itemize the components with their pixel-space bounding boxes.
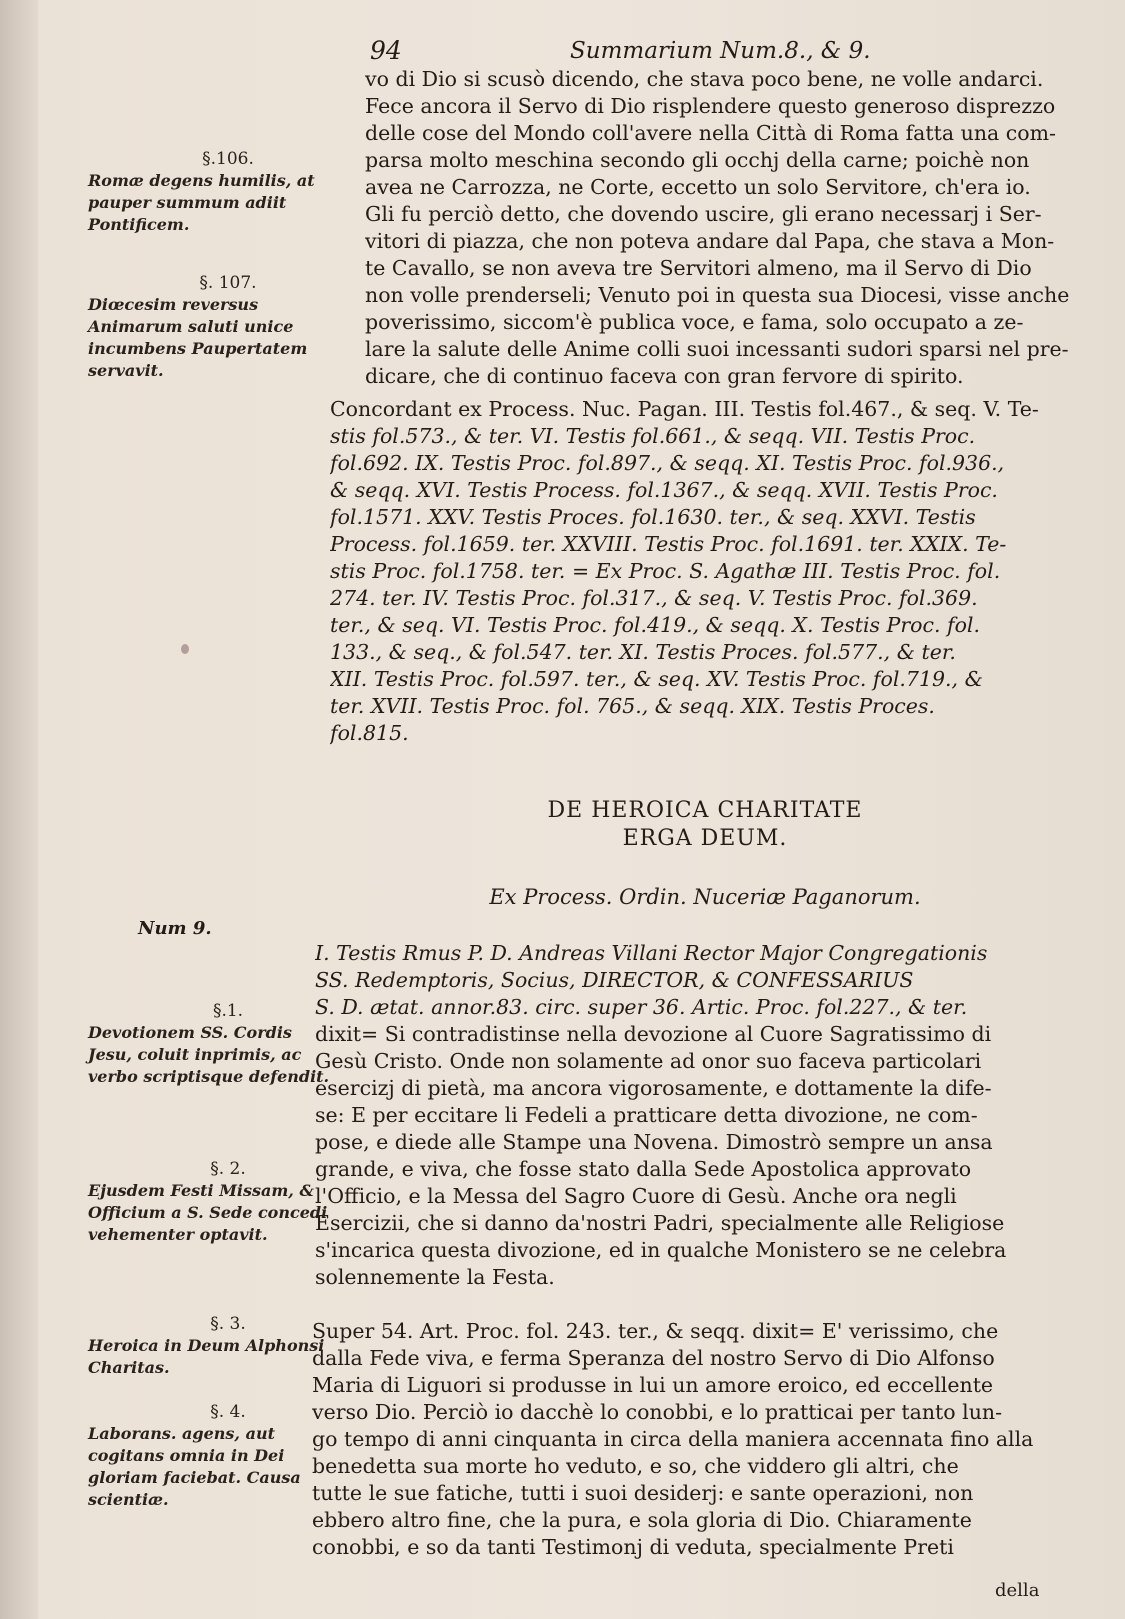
- text-line: vitori di piazza, che non poteva andare dal Papa, che stava a Mon-: [365, 229, 1055, 253]
- margin-note: [88, 1313, 338, 1379]
- text-line: stis fol.573., & ter. VI. Testis fol.661., & seqq. VII. Testis Proc.: [330, 424, 976, 448]
- text-line: verso Dio. Perciò io dacchè lo conobbi, e lo pratticai per tanto lun-: [312, 1400, 1003, 1424]
- text-line: pose, e diede alle Stampe una Novena. Dimostrò sempre un ansa: [315, 1130, 993, 1154]
- margin-note: [88, 1000, 338, 1088]
- margin-note: [88, 1401, 338, 1511]
- text-line: dixit= Si contradistinse nella devozione al Cuore Sagratissimo di: [315, 1022, 992, 1046]
- text-line: vo di Dio si scusò dicendo, che stava poco bene, ne volle andarci.: [365, 67, 1044, 91]
- text-line: Process. fol.1659. ter. XXVIII. Testis Proc. fol.1691. ter. XXIX. Te-: [330, 532, 1007, 556]
- text-line: SS. Redemptoris, Socius, DIRECTOR, & CONFESSARIUS: [315, 968, 914, 992]
- section-mark: §. 3.: [210, 1314, 246, 1334]
- text-line: avea ne Carrozza, ne Corte, eccetto un solo Servitore, ch'era io.: [365, 175, 1031, 199]
- subheading: Ex Process. Ordin. Nuceriæ Paganorum.: [489, 885, 921, 909]
- paragraph-block-3: [315, 940, 1085, 1291]
- book-spine-shadow: [0, 0, 38, 1619]
- num-label: Num 9.: [138, 918, 212, 939]
- running-title: Summarium Num.8., & 9.: [570, 38, 871, 64]
- text-line: I. Testis Rmus P. D. Andreas Villani Rector Major Congregationis: [315, 941, 988, 965]
- text-line: grande, e viva, che fosse stato dalla Sede Apostolica approvato: [315, 1157, 972, 1181]
- text-line: Maria di Liguori si produsse in lui un amore eroico, ed eccellente: [312, 1373, 994, 1397]
- paragraph-block-4: [312, 1318, 1085, 1561]
- text-line: S. D. ætat. annor.83. circ. super 36. Artic. Proc. fol.227., & ter.: [315, 995, 968, 1019]
- text-line: s'incarica questa divozione, ed in qualche Monistero se ne celebra: [315, 1238, 1007, 1262]
- section-heading: [520, 797, 890, 853]
- text-line: ter., & seq. VI. Testis Proc. fol.419., & seqq. X. Testis Proc. fol.: [330, 613, 981, 637]
- margin-note: [88, 1158, 338, 1246]
- text-line: non volle prenderseli; Venuto poi in questa sua Diocesi, visse anche: [365, 283, 1070, 307]
- citation-block: [330, 396, 1085, 747]
- text-line: fol.1571. XXV. Testis Proces. fol.1630. ter., & seq. XXVI. Testis: [330, 505, 976, 529]
- text-line: esercizj di pietà, ma ancora vigorosamente, e dottamente la dife-: [315, 1076, 992, 1100]
- text-line: solennemente la Festa.: [315, 1265, 555, 1289]
- text-line: dicare, che di continuo faceva con gran fervore di spirito.: [365, 364, 964, 388]
- section-mark: §. 107.: [199, 273, 257, 293]
- text-line: Concordant ex Process. Nuc. Pagan. III. Testis fol.467., & seq. V. Te-: [330, 397, 1039, 421]
- text-line: l'Officio, e la Messa del Sagro Cuore di Gesù. Anche ora negli: [315, 1184, 957, 1208]
- section-mark: §.106.: [202, 149, 254, 169]
- section-mark: §. 4.: [210, 1402, 246, 1422]
- margin-note-text: Heroica in Deum Alphonsi Charitas.: [88, 1336, 325, 1377]
- text-line: Gesù Cristo. Onde non solamente ad onor suo faceva particolari: [315, 1049, 982, 1073]
- text-line: stis Proc. fol.1758. ter. = Ex Proc. S. Agathæ III. Testis Proc. fol.: [330, 559, 1001, 583]
- text-line: & seqq. XVI. Testis Process. fol.1367., & seqq. XVII. Testis Proc.: [330, 478, 998, 502]
- margin-note: [88, 272, 338, 382]
- paragraph-block-1: [365, 66, 1085, 390]
- text-line: ebbero altro fine, che la pura, e sola gloria di Dio. Chiaramente: [312, 1508, 972, 1532]
- text-line: go tempo di anni cinquanta in circa della maniera accennata fino alla: [312, 1427, 1034, 1451]
- text-line: fol.815.: [330, 721, 409, 745]
- text-line: Fece ancora il Servo di Dio risplendere questo generoso disprezzo: [365, 94, 1056, 118]
- text-line: poverissimo, siccom'è publica voce, e fama, solo occupato a ze-: [365, 310, 1024, 334]
- text-line: parsa molto meschina secondo gli occhj della carne; poichè non: [365, 148, 1030, 172]
- text-line: te Cavallo, se non aveva tre Servitori almeno, ma il Servo di Dio: [365, 256, 1032, 280]
- margin-note-text: Laborans. agens, aut cogitans omnia in Dei gloriam faciebat. Causa scientiæ.: [88, 1424, 301, 1509]
- text-line: lare la salute delle Anime colli suoi incessanti sudori sparsi nel pre-: [365, 337, 1069, 361]
- margin-note-text: Romæ degens humilis, at pauper summum adiit Pontificem.: [88, 171, 315, 234]
- text-line: Esercizii, che si danno da'nostri Padri, specialmente alle Religiose: [315, 1211, 1005, 1235]
- ink-spot: [181, 644, 189, 654]
- text-line: conobbi, e so da tanti Testimonj di veduta, specialmente Preti: [312, 1535, 954, 1559]
- text-line: dalla Fede viva, e ferma Speranza del nostro Servo di Dio Alfonso: [312, 1346, 995, 1370]
- text-line: 274. ter. IV. Testis Proc. fol.317., & seq. V. Testis Proc. fol.369.: [330, 586, 978, 610]
- text-line: Super 54. Art. Proc. fol. 243. ter., & seqq. dixit= E' verissimo, che: [312, 1319, 999, 1343]
- text-line: ter. XVII. Testis Proc. fol. 765., & seqq. XIX. Testis Proces.: [330, 694, 935, 718]
- section-mark: §. 2.: [210, 1159, 246, 1179]
- margin-note-text: Devotionem SS. Cordis Jesu, coluit inprimis, ac verbo scriptisque defendit.: [88, 1023, 330, 1086]
- text-line: fol.692. IX. Testis Proc. fol.897., & seqq. XI. Testis Proc. fol.936.,: [330, 451, 1005, 475]
- margin-note: [88, 148, 338, 236]
- text-line: Gli fu perciò detto, che dovendo uscire, gli erano necessarj i Ser-: [365, 202, 1042, 226]
- text-line: XII. Testis Proc. fol.597. ter., & seq. XV. Testis Proc. fol.719., &: [330, 667, 983, 691]
- page-number: 94: [370, 36, 402, 65]
- text-line: se: E per eccitare li Fedeli a pratticare detta divozione, ne com-: [315, 1103, 978, 1127]
- text-line: tutte le sue fatiche, tutti i suoi desiderj: e sante operazioni, non: [312, 1481, 974, 1505]
- heading-line-1: DE HEROICA CHARITATE: [547, 798, 863, 823]
- section-mark: §.1.: [212, 1001, 244, 1021]
- text-line: delle cose del Mondo coll'avere nella Città di Roma fatta una com-: [365, 121, 1056, 145]
- heading-line-2: ERGA DEUM.: [622, 826, 788, 851]
- text-line: benedetta sua morte ho veduto, e so, che viddero gli altri, che: [312, 1454, 959, 1478]
- margin-note-text: Diœcesim reversus Animarum saluti unice incumbens Paupertatem servavit.: [88, 295, 308, 380]
- margin-note-text: Ejusdem Festi Missam, & Officium a S. Sede concedi vehementer optavit.: [88, 1181, 328, 1244]
- page-header: [370, 36, 1090, 70]
- catchword: della: [995, 1580, 1040, 1601]
- text-line: 133., & seq., & fol.547. ter. XI. Testis Proces. fol.577., & ter.: [330, 640, 956, 664]
